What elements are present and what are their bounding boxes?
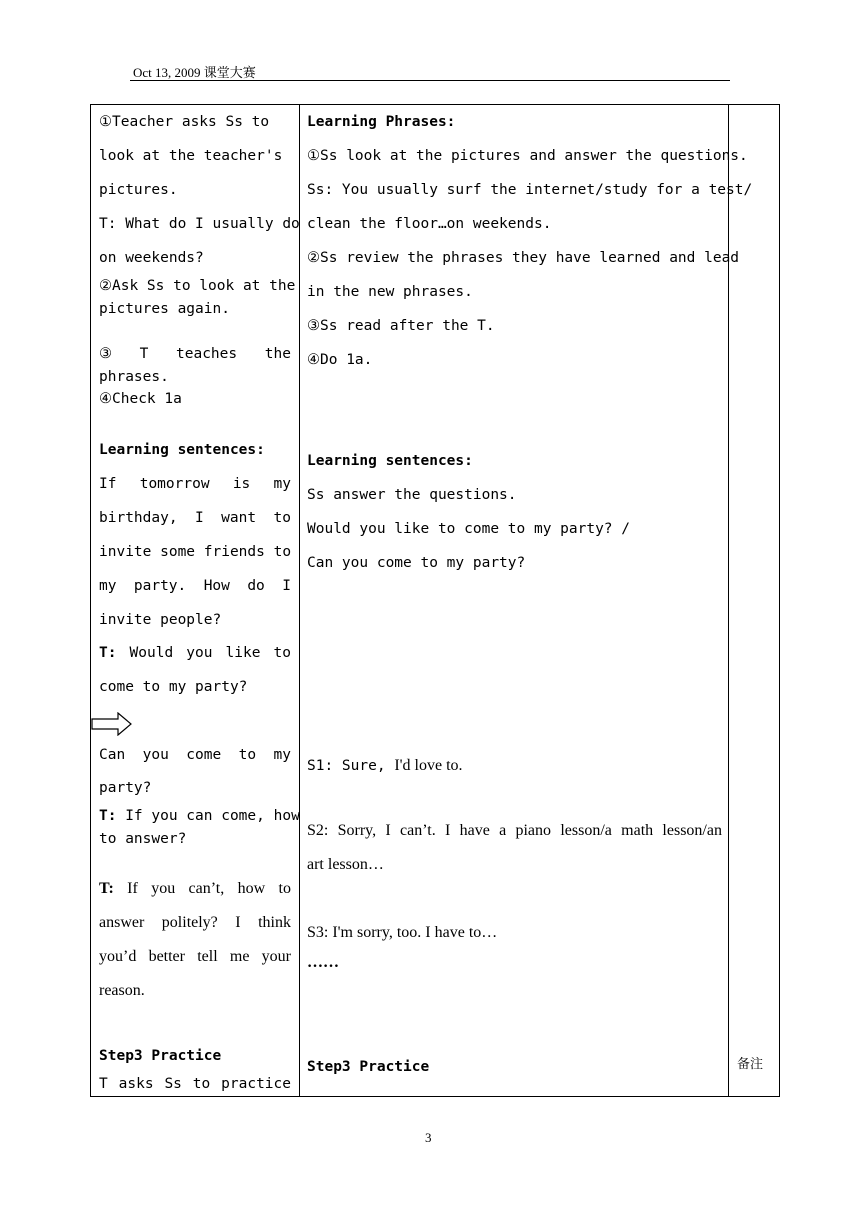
teacher-last-line: T asks Ss to practice <box>99 1076 291 1092</box>
teacher-line: If tomorrow is my <box>99 476 291 492</box>
teacher-line: look at the teacher's <box>99 148 283 164</box>
teacher-line: on weekends? <box>99 250 204 266</box>
teacher-line: Can you come to my <box>99 747 291 763</box>
student-ellipsis: …… <box>307 954 339 971</box>
table-divider-1 <box>299 104 300 1097</box>
teacher-line: party? <box>99 780 152 796</box>
student-line: in the new phrases. <box>307 284 473 300</box>
student-line: art lesson… <box>307 856 384 873</box>
student-response-3: S3: I'm sorry, too. I have to… <box>307 924 498 941</box>
student-step3-heading: Step3 Practice <box>307 1059 430 1075</box>
student-line: Ss answer the questions. <box>307 487 517 503</box>
student-line: ③Ss read after the T. <box>307 318 495 334</box>
student-phrases-heading: Learning Phrases: <box>307 114 456 130</box>
teacher-line: invite people? <box>99 612 222 628</box>
student-response-1: S1: Sure, I'd love to. <box>307 757 463 774</box>
teacher-line: birthday, I want to <box>99 510 291 526</box>
teacher-line: T: What do I usually do <box>99 216 300 232</box>
student-line: clean the floor…on weekends. <box>307 216 552 232</box>
teacher-line: to answer? <box>99 831 187 847</box>
student-line: ④Do 1a. <box>307 352 373 368</box>
teacher-line: invite some friends to <box>99 544 292 560</box>
teacher-line: T: If you can come, how <box>99 808 300 824</box>
teacher-line: ③ T teaches the <box>99 346 291 362</box>
header-rule <box>130 80 730 81</box>
teacher-sentences-heading: Learning sentences: <box>99 442 265 458</box>
teacher-line: pictures again. <box>99 301 230 317</box>
teacher-line: ②Ask Ss to look at the <box>99 278 296 294</box>
teacher-line: answer politely? I think <box>99 914 291 931</box>
header-text: Oct 13, 2009 课堂大赛 <box>133 65 256 80</box>
teacher-line: you’d better tell me your <box>99 948 291 965</box>
student-line: Can you come to my party? <box>307 555 526 571</box>
teacher-line: come to my party? <box>99 679 248 695</box>
teacher-step3-heading: Step3 Practice <box>99 1048 222 1064</box>
right-arrow-icon <box>91 712 133 736</box>
teacher-line: T: Would you like to <box>99 645 291 661</box>
teacher-line: phrases. <box>99 369 169 385</box>
teacher-line: reason. <box>99 982 145 999</box>
student-response-2: S2: Sorry, I can’t. I have a piano lesson/a math lesson/an <box>307 822 722 839</box>
remarks-label: 备注 <box>737 1057 764 1072</box>
student-line: Ss: You usually surf the internet/study for a test/ <box>307 182 753 198</box>
teacher-line: ①Teacher asks Ss to <box>99 114 270 130</box>
student-line: Would you like to come to my party? / <box>307 521 631 537</box>
teacher-line: my party. How do I <box>99 578 291 594</box>
student-sentences-heading: Learning sentences: <box>307 453 473 469</box>
teacher-line: pictures. <box>99 182 178 198</box>
student-line: ②Ss review the phrases they have learned and lead <box>307 250 740 266</box>
teacher-line: ④Check 1a <box>99 391 182 407</box>
teacher-line: T: If you can’t, how to <box>99 880 291 897</box>
student-line: ①Ss look at the pictures and answer the questions. <box>307 148 748 164</box>
page-number: 3 <box>425 1130 432 1145</box>
